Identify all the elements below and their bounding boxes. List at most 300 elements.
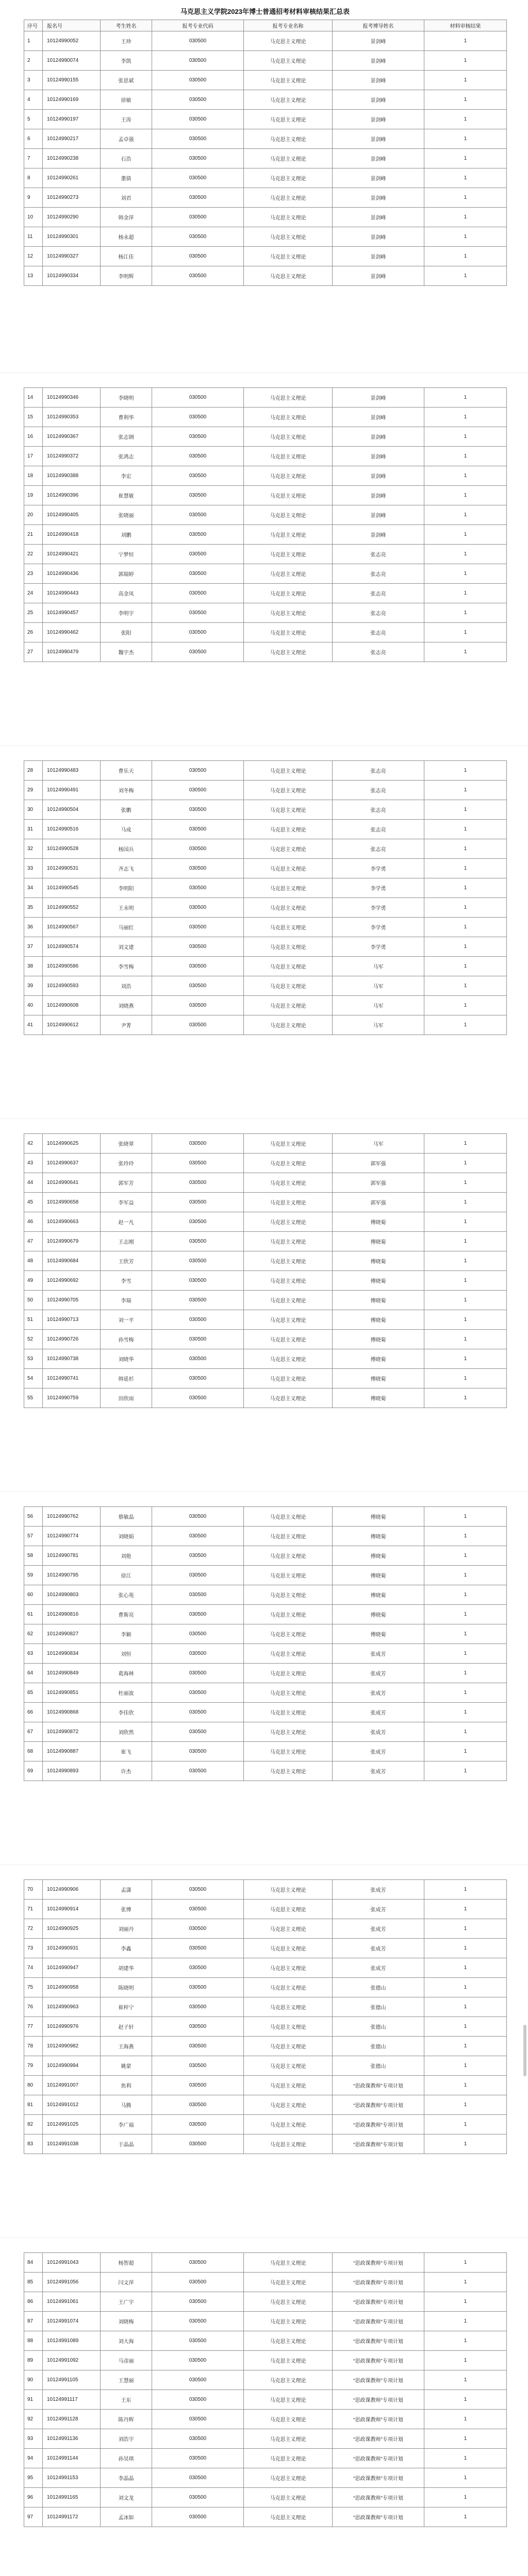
cell-major-code: 030500 [152,800,244,820]
cell-major-name: 马克思主义理论 [244,2056,333,2076]
cell-seq: 70 [24,1880,43,1900]
cell-name: 刘文龙 [101,2488,152,2507]
cell-seq: 17 [24,447,43,466]
cell-review-result: 1 [424,957,507,976]
cell-review-result: 1 [424,1369,507,1388]
cell-major-name: 马克思主义理论 [244,1566,333,1585]
cell-major-code: 030500 [152,859,244,878]
cell-major-name: 马克思主义理论 [244,129,333,149]
cell-major-code: 030500 [152,839,244,859]
cell-reg-no: 10124990976 [43,2017,101,2037]
cell-major-code: 030500 [152,71,244,90]
cell-seq: 82 [24,2115,43,2134]
cell-supervisor: 张成芳 [333,1761,424,1781]
cell-seq: 72 [24,1919,43,1939]
cell-reg-no: 10124990663 [43,1212,101,1232]
cell-reg-no: 10124990803 [43,1585,101,1605]
cell-major-name: 马克思主义理论 [244,1624,333,1644]
cell-major-name: 马克思主义理论 [244,2468,333,2488]
cell-review-result: 1 [424,1900,507,1919]
cell-reg-no: 10124990217 [43,129,101,149]
cell-supervisor: 景剑峰 [333,447,424,466]
cell-reg-no: 10124991056 [43,2273,101,2292]
cell-supervisor: 张成芳 [333,1644,424,1664]
table-row [24,957,507,976]
cell-seq: 94 [24,2449,43,2468]
table-row [24,1349,507,1369]
cell-reg-no: 10124990827 [43,1624,101,1644]
cell-major-code: 030500 [152,2115,244,2134]
cell-name: 王志刚 [101,1232,152,1251]
table-row [24,976,507,996]
cell-major-code: 030500 [152,1527,244,1546]
cell-major-name: 马克思主义理论 [244,1212,333,1232]
cell-seq: 33 [24,859,43,878]
cell-seq: 13 [24,266,43,286]
cell-name: 郭军芳 [101,1173,152,1193]
cell-name: 宁梦恒 [101,545,152,564]
cell-major-name: 马克思主义理论 [244,918,333,937]
cell-supervisor: 张成芳 [333,1722,424,1742]
cell-major-code: 030500 [152,227,244,247]
cell-supervisor: 傅晓菊 [333,1330,424,1349]
cell-major-name: 马克思主义理论 [244,1134,333,1154]
cell-major-code: 030500 [152,623,244,642]
cell-major-name: 马克思主义理论 [244,564,333,584]
cell-reg-no: 10124990759 [43,1388,101,1408]
cell-major-code: 030500 [152,1349,244,1369]
cell-reg-no: 10124990868 [43,1703,101,1722]
cell-supervisor: 傅晓菊 [333,1349,424,1369]
cell-major-name: 马克思主义理论 [244,1507,333,1527]
cell-reg-no: 10124990914 [43,1900,101,1919]
cell-supervisor: 傅晓菊 [333,1212,424,1232]
cell-reg-no: 10124991074 [43,2312,101,2331]
table-row [24,1507,507,1527]
table-row [24,2370,507,2390]
cell-major-name: 马克思主义理论 [244,1527,333,1546]
cell-review-result: 1 [424,208,507,227]
table-row [24,1644,507,1664]
table-body [24,761,507,1035]
cell-major-code: 030500 [152,2253,244,2273]
cell-name: 马腾 [101,2095,152,2115]
cell-major-name: 马克思主义理论 [244,1900,333,1919]
cell-seq: 32 [24,839,43,859]
table-row [24,2507,507,2527]
cell-review-result: 1 [424,1997,507,2017]
cell-seq: 84 [24,2253,43,2273]
table-body [24,388,507,662]
cell-seq: 41 [24,1015,43,1035]
cell-major-name: 马克思主义理论 [244,820,333,839]
cell-major-name: 马克思主义理论 [244,898,333,918]
cell-reg-no: 10124990887 [43,1742,101,1761]
cell-supervisor: 景剑峰 [333,525,424,545]
table-row [24,839,507,859]
cell-major-code: 030500 [152,427,244,447]
cell-review-result: 1 [424,247,507,266]
cell-supervisor: 马军 [333,996,424,1015]
cell-major-name: 马克思主义理论 [244,31,333,51]
cell-name: 韩延杉 [101,1369,152,1388]
cell-seq: 36 [24,918,43,937]
cell-reg-no: 10124991092 [43,2351,101,2370]
table-row [24,859,507,878]
cell-major-code: 030500 [152,2134,244,2154]
cell-supervisor: 傅晓菊 [333,1251,424,1271]
cell-seq: 37 [24,937,43,957]
cell-major-code: 030500 [152,761,244,781]
cell-major-code: 030500 [152,486,244,505]
cell-name: 焦利 [101,2076,152,2095]
cell-major-code: 030500 [152,51,244,71]
cell-reg-no: 10124990994 [43,2056,101,2076]
cell-supervisor: 傅晓菊 [333,1605,424,1624]
cell-supervisor: 张志亮 [333,839,424,859]
cell-review-result: 1 [424,996,507,1015]
cell-major-name: 马克思主义理论 [244,2253,333,2273]
cell-name: 杨国兵 [101,839,152,859]
cell-major-code: 030500 [152,1978,244,1997]
cell-major-name: 马克思主义理论 [244,168,333,188]
cell-name: 刘晓华 [101,1349,152,1369]
table-row [24,129,507,149]
cell-major-name: 马克思主义理论 [244,486,333,505]
cell-name: 张鸿志 [101,447,152,466]
cell-review-result: 1 [424,1015,507,1035]
table-row [24,1232,507,1251]
cell-review-result: 1 [424,1507,507,1527]
cell-review-result: 1 [424,168,507,188]
cell-supervisor: 景剑峰 [333,129,424,149]
cell-name: 刘浩 [101,976,152,996]
cell-name: 赵子轩 [101,2017,152,2037]
cell-major-code: 030500 [152,1566,244,1585]
cell-seq: 61 [24,1605,43,1624]
cell-review-result: 1 [424,2056,507,2076]
cell-name: 孙昊琪 [101,2449,152,2468]
cell-supervisor: 傅晓菊 [333,1271,424,1291]
cell-reg-no: 10124990931 [43,1939,101,1958]
cell-name: 李广福 [101,2115,152,2134]
table-row [24,1880,507,1900]
cell-supervisor: 张志亮 [333,781,424,800]
cell-reg-no: 10124990637 [43,1154,101,1173]
table-row [24,1683,507,1703]
cell-review-result: 1 [424,781,507,800]
cell-name: 刘君 [101,188,152,208]
table-row [24,1369,507,1388]
cell-seq: 88 [24,2331,43,2351]
cell-major-code: 030500 [152,1761,244,1781]
cell-seq: 83 [24,2134,43,2154]
cell-major-name: 马克思主义理论 [244,227,333,247]
cell-supervisor: 马军 [333,1015,424,1035]
cell-name: 杜丽波 [101,1683,152,1703]
cell-review-result: 1 [424,1271,507,1291]
cell-name: 葛海林 [101,1664,152,1683]
cell-name: 董倩 [101,168,152,188]
header-reg-no: 报名号 [43,20,101,31]
cell-name: 徐敏 [101,90,152,110]
table-row [24,1761,507,1781]
cell-reg-no: 10124990774 [43,1527,101,1546]
cell-major-name: 马克思主义理论 [244,1958,333,1978]
cell-supervisor: 马军 [333,1134,424,1154]
cell-supervisor: 傅晓菊 [333,1369,424,1388]
cell-seq: 31 [24,820,43,839]
cell-reg-no: 10124990491 [43,781,101,800]
cell-supervisor: “思政课教师”专项计划 [333,2273,424,2292]
cell-seq: 62 [24,1624,43,1644]
header-review-result: 材料审核结果 [424,20,507,31]
header-major-code: 报考专业代码 [152,20,244,31]
cell-supervisor: 傅晓菊 [333,1546,424,1566]
cell-name: 刘浩宇 [101,2429,152,2449]
table-row [24,564,507,584]
cell-review-result: 1 [424,51,507,71]
cell-supervisor: 郭军强 [333,1193,424,1212]
cell-review-result: 1 [424,1939,507,1958]
cell-review-result: 1 [424,388,507,408]
cell-name: 陈丹辉 [101,2410,152,2429]
cell-supervisor: 张志亮 [333,820,424,839]
table-body [24,31,507,286]
cell-seq: 85 [24,2273,43,2292]
cell-reg-no: 10124990367 [43,427,101,447]
cell-major-name: 马克思主义理论 [244,2076,333,2095]
cell-supervisor: “思政课教师”专项计划 [333,2312,424,2331]
cell-major-code: 030500 [152,408,244,427]
cell-seq: 38 [24,957,43,976]
cell-major-code: 030500 [152,2095,244,2115]
table-row [24,878,507,898]
cell-review-result: 1 [424,110,507,129]
cell-major-name: 马克思主义理论 [244,2312,333,2331]
cell-major-code: 030500 [152,1015,244,1035]
cell-seq: 87 [24,2312,43,2331]
cell-major-code: 030500 [152,2312,244,2331]
table-row [24,247,507,266]
cell-major-code: 030500 [152,1722,244,1742]
table-row [24,408,507,427]
cell-major-code: 030500 [152,129,244,149]
table-row [24,110,507,129]
cell-name: 曹斯亮 [101,1605,152,1624]
cell-supervisor: “思政课教师”专项计划 [333,2115,424,2134]
cell-reg-no: 10124990679 [43,1232,101,1251]
table-row [24,2312,507,2331]
cell-reg-no: 10124990443 [43,584,101,603]
cell-major-name: 马克思主义理论 [244,266,333,286]
cell-supervisor: 郭军强 [333,1173,424,1193]
cell-seq: 23 [24,564,43,584]
cell-name: 王涛 [101,110,152,129]
cell-supervisor: 景剑峰 [333,90,424,110]
cell-major-code: 030500 [152,1232,244,1251]
cell-major-name: 马克思主义理论 [244,1997,333,2017]
cell-name: 李宏 [101,466,152,486]
table-row [24,1664,507,1683]
cell-review-result: 1 [424,2449,507,2468]
cell-major-name: 马克思主义理论 [244,1761,333,1781]
cell-supervisor: 张德山 [333,1997,424,2017]
cell-seq: 74 [24,1958,43,1978]
cell-major-code: 030500 [152,266,244,286]
cell-major-code: 030500 [152,1173,244,1193]
cell-name: 张博 [101,1900,152,1919]
cell-major-code: 030500 [152,466,244,486]
cell-supervisor: 傅晓菊 [333,1388,424,1408]
cell-name: 李军益 [101,1193,152,1212]
cell-seq: 48 [24,1251,43,1271]
cell-seq: 44 [24,1173,43,1193]
cell-review-result: 1 [424,2351,507,2370]
cell-major-name: 马克思主义理论 [244,1232,333,1251]
cell-major-code: 030500 [152,247,244,266]
cell-major-code: 030500 [152,2449,244,2468]
cell-review-result: 1 [424,898,507,918]
cell-reg-no: 10124990567 [43,918,101,937]
table-row [24,1330,507,1349]
cell-review-result: 1 [424,918,507,937]
cell-reg-no: 10124990483 [43,761,101,781]
cell-major-code: 030500 [152,1388,244,1408]
cell-seq: 26 [24,623,43,642]
cell-name: 孟卓强 [101,129,152,149]
cell-name: 李晶晶 [101,2468,152,2488]
cell-major-name: 马克思主义理论 [244,447,333,466]
header-seq: 序号 [24,20,43,31]
cell-reg-no: 10124991144 [43,2449,101,2468]
cell-seq: 30 [24,800,43,820]
cell-seq: 86 [24,2292,43,2312]
cell-major-code: 030500 [152,584,244,603]
cell-major-name: 马克思主义理论 [244,2292,333,2312]
cell-review-result: 1 [424,1193,507,1212]
table-row [24,820,507,839]
cell-major-name: 马克思主义理论 [244,2410,333,2429]
table-row [24,388,507,408]
cell-major-name: 马克思主义理论 [244,1683,333,1703]
table-row [24,71,507,90]
table-row [24,2037,507,2056]
cell-major-name: 马克思主义理论 [244,761,333,781]
cell-major-code: 030500 [152,2292,244,2312]
cell-major-code: 030500 [152,1546,244,1566]
table-row [24,996,507,1015]
cell-major-name: 马克思主义理论 [244,1193,333,1212]
cell-seq: 11 [24,227,43,247]
cell-major-name: 马克思主义理论 [244,2370,333,2390]
cell-review-result: 1 [424,2134,507,2154]
cell-seq: 47 [24,1232,43,1251]
cell-major-name: 马克思主义理论 [244,2429,333,2449]
cell-name: 李明宇 [101,603,152,623]
cell-review-result: 1 [424,486,507,505]
cell-seq: 9 [24,188,43,208]
cell-seq: 39 [24,976,43,996]
cell-supervisor: 张德山 [333,2017,424,2037]
cell-review-result: 1 [424,266,507,286]
cell-supervisor: 景剑峰 [333,227,424,247]
cell-supervisor: 景剑峰 [333,71,424,90]
cell-major-name: 马克思主义理论 [244,51,333,71]
cell-supervisor: 张成芳 [333,1664,424,1683]
table-row [24,149,507,168]
table-row [24,1154,507,1173]
cell-name: 李明辉 [101,266,152,286]
cell-review-result: 1 [424,1664,507,1683]
cell-major-code: 030500 [152,1193,244,1212]
cell-review-result: 1 [424,1703,507,1722]
table-row [24,1173,507,1193]
header-row [24,20,507,31]
table-row [24,2017,507,2037]
cell-major-code: 030500 [152,564,244,584]
cell-review-result: 1 [424,584,507,603]
cell-major-code: 030500 [152,820,244,839]
cell-major-name: 马克思主义理论 [244,2134,333,2154]
table-row [24,603,507,623]
table-row [24,1722,507,1742]
table-row [24,266,507,286]
cell-reg-no: 10124990327 [43,247,101,266]
table-header [24,20,507,31]
cell-major-code: 030500 [152,781,244,800]
cell-review-result: 1 [424,2390,507,2410]
table-row [24,1251,507,1271]
cell-major-code: 030500 [152,2037,244,2056]
cell-major-code: 030500 [152,1664,244,1683]
cell-name: 刘欣然 [101,1722,152,1742]
cell-reg-no: 10124990479 [43,642,101,662]
cell-seq: 28 [24,761,43,781]
cell-reg-no: 10124990418 [43,525,101,545]
cell-name: 徐江 [101,1566,152,1585]
cell-name: 张阳 [101,623,152,642]
cell-major-code: 030500 [152,1271,244,1291]
cell-major-name: 马克思主义理论 [244,1644,333,1664]
cell-review-result: 1 [424,90,507,110]
cell-major-name: 马克思主义理论 [244,1173,333,1193]
cell-major-name: 马克思主义理论 [244,149,333,168]
cell-reg-no: 10124990504 [43,800,101,820]
cell-reg-no: 10124990612 [43,1015,101,1035]
table-row [24,2390,507,2410]
cell-name: 于晶晶 [101,2134,152,2154]
cell-major-name: 马克思主义理论 [244,388,333,408]
cell-name: 崔慧敏 [101,486,152,505]
cell-reg-no: 10124991172 [43,2507,101,2527]
cell-supervisor: 景剑峰 [333,110,424,129]
cell-seq: 27 [24,642,43,662]
cell-seq: 1 [24,31,43,51]
cell-review-result: 1 [424,466,507,486]
cell-major-code: 030500 [152,2507,244,2527]
cell-major-name: 马克思主义理论 [244,1349,333,1369]
table-row [24,2488,507,2507]
cell-review-result: 1 [424,1624,507,1644]
cell-major-name: 马克思主义理论 [244,2095,333,2115]
cell-major-name: 马克思主义理论 [244,1388,333,1408]
cell-major-name: 马克思主义理论 [244,859,333,878]
cell-major-code: 030500 [152,996,244,1015]
cell-major-code: 030500 [152,2273,244,2292]
cell-major-name: 马克思主义理论 [244,1369,333,1388]
vertical-scrollbar-thumb[interactable] [523,2025,526,2076]
